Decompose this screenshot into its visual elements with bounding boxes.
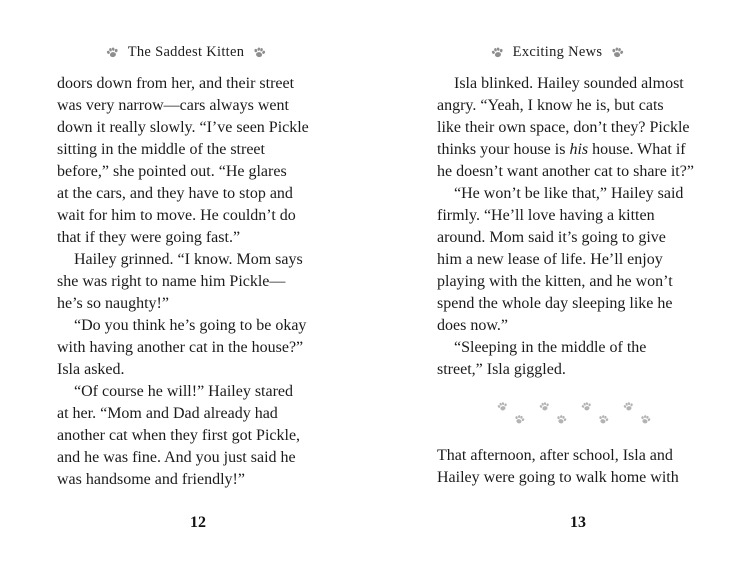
text-line: Isla blinked. Hailey sounded almost [454,75,684,92]
paw-icon [489,45,504,60]
text-line: Hailey were going to walk home with [437,469,679,486]
text-line: “He won’t be like that,” Hailey said [454,185,684,202]
paw-icon [610,45,625,60]
text-line: does now.” [437,317,508,334]
right-page-content [437,73,719,489]
text-line: firmly. “He’ll love having a kitten [437,207,655,224]
paragraph [437,183,719,337]
text-line: and he was fine. And you just said he [57,449,296,466]
text-line: she was right to name him Pickle— [57,273,286,290]
text-line: that if they were going fast.” [57,229,241,246]
text-line: Isla asked. [57,361,125,378]
text-line: him a new lease of life. He’ll enjoy [437,251,663,268]
text-line: was very narrow—cars always went [57,97,289,114]
text-line: wait for him to move. He couldn’t do [57,207,296,224]
paw-icon [639,413,653,427]
paragraph [57,381,339,491]
paragraph [437,73,719,183]
text-line: That afternoon, after school, Isla and [437,447,673,464]
paw-icon [622,400,635,413]
text-line: “Sleeping in the middle of the [454,339,647,356]
text-line: was handsome and friendly!” [57,471,245,488]
text-line: at her. “Mom and Dad already had [57,405,278,422]
paragraph [57,73,339,249]
text-line: street,” Isla giggled. [437,361,566,378]
text-line: playing with the kitten, and he won’t [437,273,673,290]
text-line: like their own space, don’t they? Pickle [437,119,690,136]
text-line: sitting in the middle of the street [57,141,265,158]
paw-icon [555,413,569,427]
text-line: “Do you think he’s going to be okay [74,317,307,334]
paw-prints-divider [437,401,719,435]
paw-icon [105,45,120,60]
running-head-left [0,44,372,61]
text-line: another cat when they first got Pickle, [57,427,301,444]
paragraph [57,315,339,381]
text-line: around. Mom said it’s going to give [437,229,666,246]
page-number-right: 13 [570,514,586,531]
paw-icon [538,400,551,413]
paw-icon [496,400,509,413]
text-line: “Of course he will!” Hailey stared [74,383,294,400]
running-head-right [372,44,743,61]
text-line: down it really slowly. “I’ve seen Pickle [57,119,309,136]
paragraph [57,249,339,315]
text-line: thinks your house is his house. What if [437,141,686,158]
left-page-content [57,73,339,491]
paw-icon [597,413,611,427]
text-line: Hailey grinned. “I know. Mom says [74,251,303,268]
text-line: he’s so naughty!” [57,295,169,312]
right-page [372,0,743,572]
paw-icon [580,400,593,413]
text-line: at the cars, and they have to stop and [57,185,293,202]
text-line: he doesn’t want another cat to share it?” [437,163,694,180]
paw-icon [252,45,267,60]
text-line: doors down from her, and their street [57,75,295,92]
text-line: spend the whole day sleeping like he [437,295,673,312]
book-title-heading: The Saddest Kitten [127,44,245,60]
text-line: with having another cat in the house?” [57,339,304,356]
text-line: angry. “Yeah, I know he is, but cats [437,97,664,114]
paragraph [437,445,719,489]
paragraph [437,337,719,381]
text-line: before,” she pointed out. “He glares [57,163,287,180]
page-number-left: 12 [190,514,206,531]
paw-icon [513,413,527,427]
chapter-title-heading: Exciting News [512,44,603,60]
